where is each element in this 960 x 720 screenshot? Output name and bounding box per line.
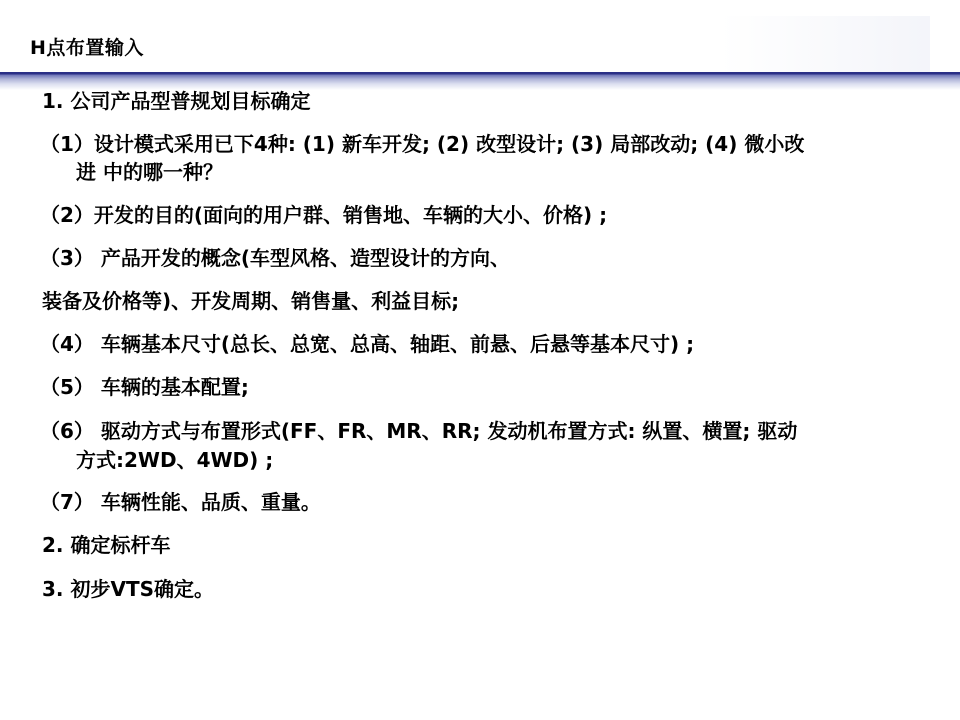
sub-item-3-continued: 装备及价格等)、开发周期、销售量、利益目标; <box>42 289 460 313</box>
slide-title: H点布置输入 <box>30 37 144 59</box>
sub-item-5: （5） 车辆的基本配置; <box>40 375 249 399</box>
heading-item-2: 2. 确定标杆车 <box>42 533 171 557</box>
heading-item-3: 3. 初步VTS确定。 <box>42 577 215 601</box>
heading-item-1: 1. 公司产品型普规划目标确定 <box>42 89 311 113</box>
sub-item-7: （7） 车辆性能、品质、重量。 <box>40 490 321 514</box>
sub-item-1: （1）设计模式采用已下4种: (1) 新车开发; (2) 改型设计; (3) 局部改动; (4) 微小改 <box>40 132 805 156</box>
sub-item-2: （2）开发的目的(面向的用户群、销售地、车辆的大小、价格) ; <box>40 203 608 227</box>
sub-item-1-continued: 进 中的哪一种？ <box>76 160 223 184</box>
sub-item-4: （4） 车辆基本尺寸(总长、总宽、总高、轴距、前悬、后悬等基本尺寸) ; <box>40 332 695 356</box>
sub-item-6: （6） 驱动方式与布置形式(FF、FR、MR、RR; 发动机布置方式: 纵置、横置; 驱动 <box>40 419 798 443</box>
sub-item-6-continued: 方式:2WD、4WD) ; <box>76 448 274 472</box>
sub-item-3: （3） 产品开发的概念(车型风格、造型设计的方向、 <box>40 246 511 270</box>
